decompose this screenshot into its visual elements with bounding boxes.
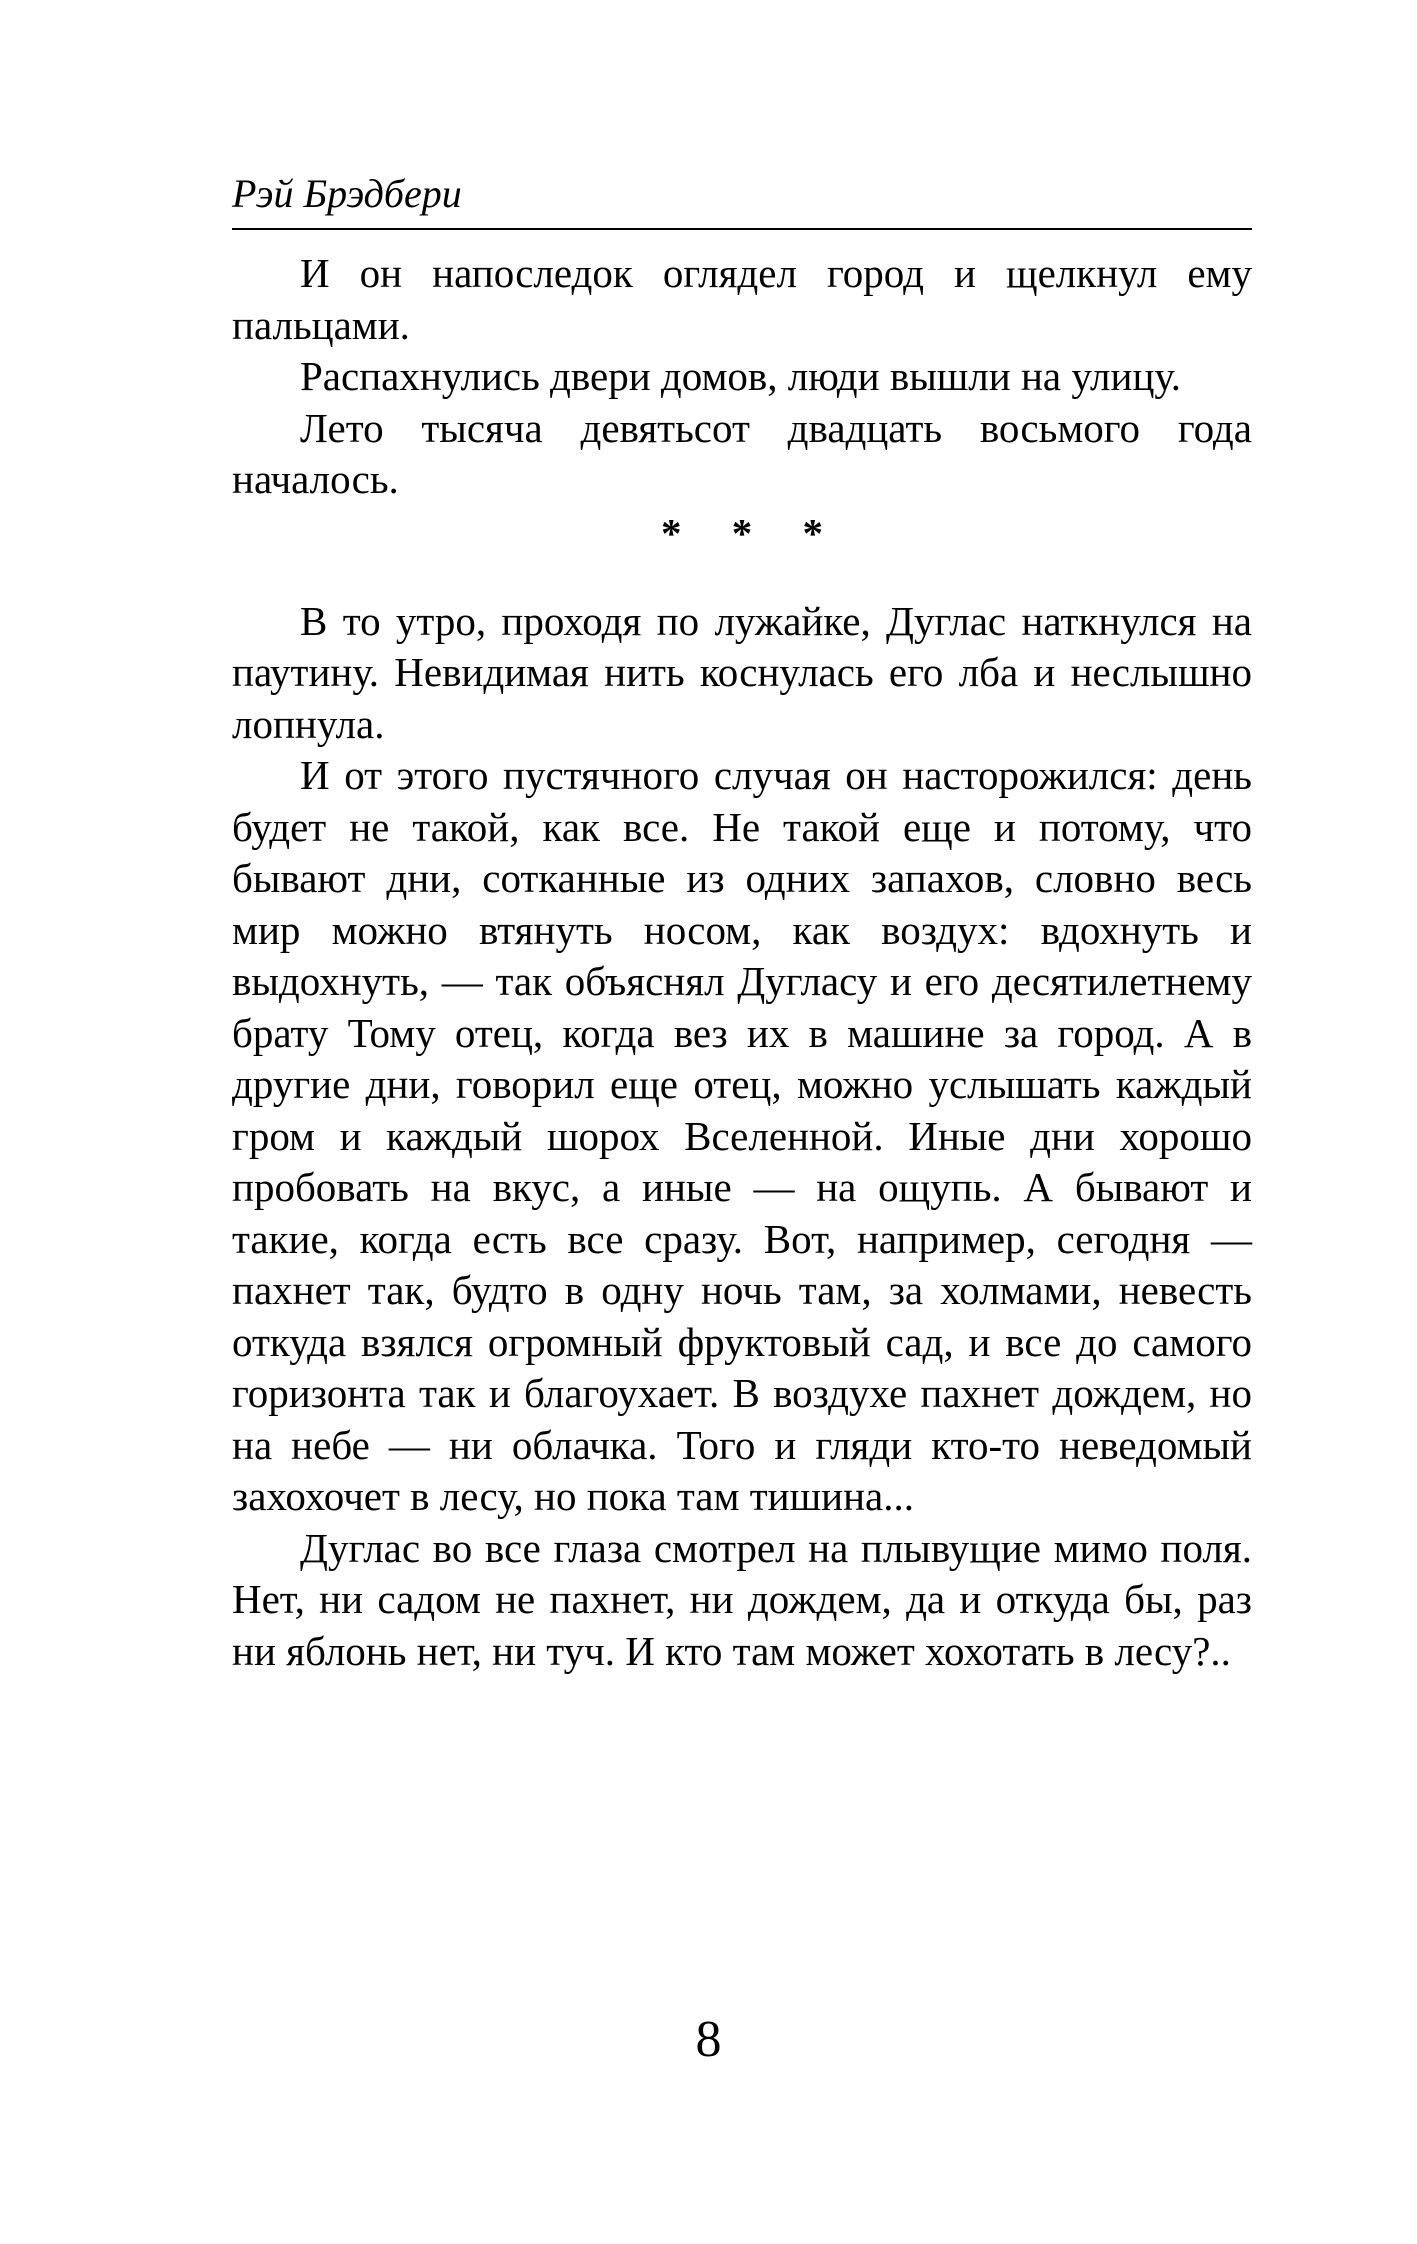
page-number: 8 bbox=[695, 2011, 722, 2068]
paragraph: Дуглас во все глаза смотрел на плывущие мимо поля. Нет, ни садом не пахнет, ни дождем, да и откуда бы, раз ни яблонь нет, ни туч. И кто там может хохотать в лесу?.. bbox=[232, 1524, 1252, 1674]
paragraph: В то утро, проходя по лужайке, Дуглас наткнулся на паутину. Невидимая нить коснулась его лба и неслышно лопнула. bbox=[232, 597, 1252, 747]
section-break: * * * bbox=[661, 509, 843, 556]
book-page bbox=[232, 170, 1252, 1677]
paragraph: И от этого пустячного случая он насторожился: день будет не такой, как все. Не такой еще и потому, что бывают дни, сотканные из одних запахов, словно весь мир можно втянуть носом, как воздух: вдохнуть и выдохнуть, — так объяснял Дугласу и его десятилетнему брату Тому отец, когда вез их в машине за город. А в другие дни, говорил еще отец, можно услышать каждый гром и каждый шорох Вселенной. Иные дни хорошо пробовать на вкус, а иные — на ощупь. А бывают и такие, когда есть все сразу. Вот, например, сегодня — пахнет так, будто в одну ночь там, за холмами, невесть откуда взялся огромный фруктовый сад, и все до самого горизонта так и благоухает. В воздухе пахнет дождем, но на небе — ни облачка. Того и гляди кто-то неведомый захохочет в лесу, но пока там тишина... bbox=[232, 752, 1252, 1519]
body-text bbox=[232, 248, 1252, 1677]
paragraph: И он напоследок оглядел город и щелкнул ему пальцами. bbox=[232, 250, 1252, 348]
running-head: Рэй Брэдбери bbox=[232, 170, 1252, 230]
paragraph: Лето тысяча девятьсот двадцать восьмого года началось. bbox=[232, 404, 1252, 502]
paragraph: Распахнулись двери домов, люди вышли на улицу. bbox=[300, 353, 1182, 399]
